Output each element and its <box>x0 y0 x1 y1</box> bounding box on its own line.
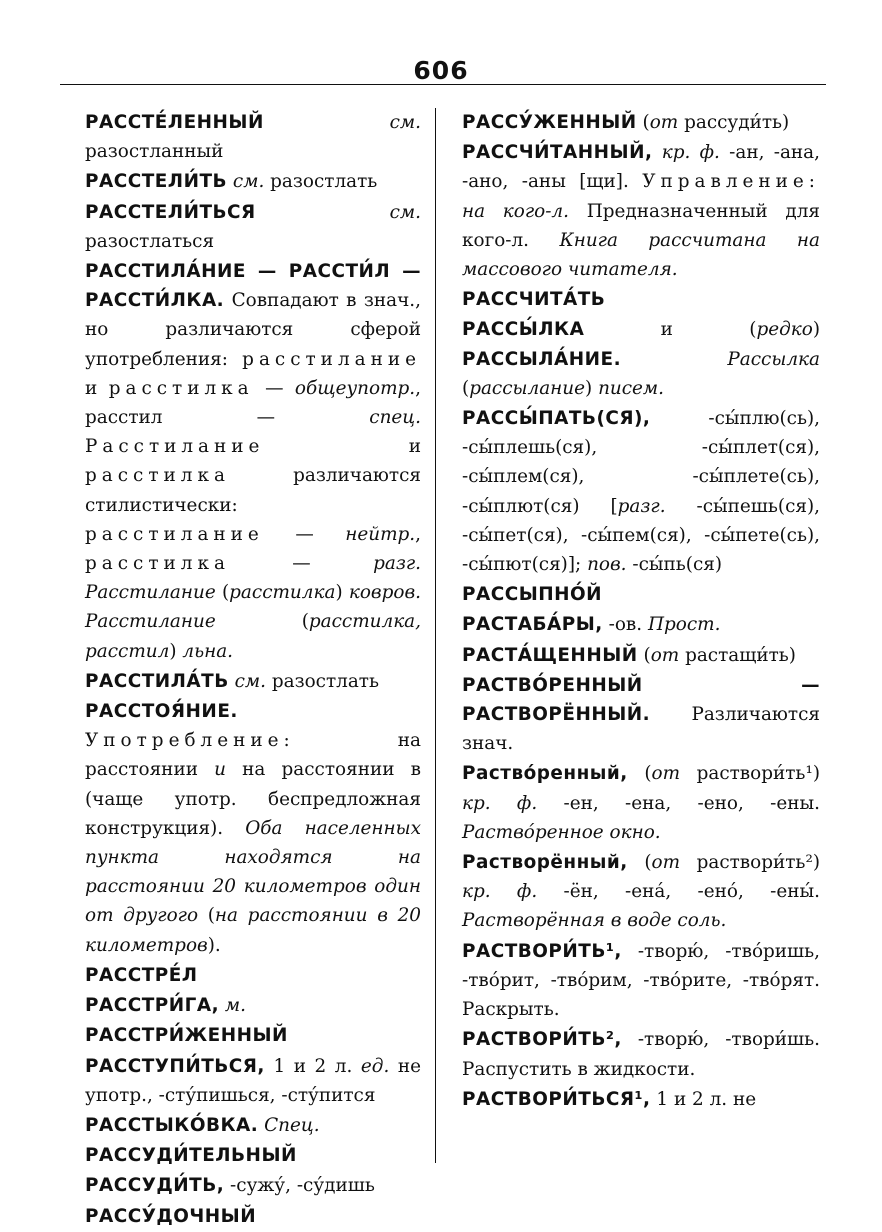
entry-text: Спец. <box>264 1114 320 1136</box>
entry-text: ) <box>335 582 349 604</box>
entry-text: Употребление: <box>85 730 295 752</box>
entry-text: -сы́плю(сь), -сы́плешь(ся), -сы́плет(ся), -сы́плем(ся), -сы́плете(сь), -сы́плют(ся) [ <box>462 408 820 517</box>
entry-text <box>652 142 661 163</box>
entry-headword: РАССТЫКО́ВКА. <box>85 1114 259 1136</box>
entry-text: ковров. Расстилание <box>85 582 421 633</box>
entry-text: раствори́ть²) <box>680 852 820 874</box>
entry-text: ( <box>637 644 651 666</box>
entry-text <box>264 112 390 133</box>
dictionary-entry <box>85 1141 421 1170</box>
dictionary-entry <box>85 1111 421 1140</box>
entry-text: не употр., -сту́пишься, -сту́пится <box>85 1055 421 1106</box>
dictionary-entry <box>85 1171 421 1200</box>
entry-headword: Растворённый, <box>462 852 628 874</box>
header-rule <box>60 84 826 85</box>
entry-text: — <box>263 523 346 545</box>
entry-text: Управление: <box>642 171 820 193</box>
entry-text: , <box>415 523 421 545</box>
entry-text: Рассылка <box>727 348 820 370</box>
entry-headword: РАССТЕЛИ́ТЬСЯ <box>85 201 256 223</box>
dictionary-entry <box>462 759 820 847</box>
entry-headword: РАССУДИ́ТЬ, <box>85 1175 225 1197</box>
left-column <box>85 108 421 1232</box>
entry-headword: РАССУ́ЖЕННЫЙ <box>462 112 637 133</box>
entry-text: -ён, -ена́, -ено́, -ены́. <box>537 881 820 903</box>
entry-text: разостлать <box>264 171 378 193</box>
dictionary-entry <box>85 991 421 1020</box>
right-column <box>462 108 820 1115</box>
entry-text: и ( <box>584 319 757 341</box>
entry-headword: РАСТВОРИ́ТЬ¹, <box>462 940 622 962</box>
dictionary-entry <box>462 1025 820 1083</box>
entry-text: рассылание <box>469 377 586 399</box>
entry-text: — <box>253 377 295 399</box>
entry-text: см. <box>234 670 266 692</box>
entry-text: пов. <box>587 554 627 576</box>
entry-text: на расстоянии <box>85 730 421 781</box>
entry-text: ( <box>198 905 215 927</box>
entry-text: ) <box>169 640 183 662</box>
entry-text: Книга рассчитана на массового читателя. <box>462 229 820 281</box>
dictionary-entry <box>462 315 820 403</box>
entry-text: Совпадают в знач., но различаются сферой употребления: <box>85 290 421 370</box>
entry-text <box>621 349 727 370</box>
entry-text: -сужу́, -су́дишь <box>224 1175 375 1197</box>
entry-text: см. <box>389 112 421 133</box>
entry-text: от <box>649 112 679 133</box>
entry-text: Предназначенный для кого-л. <box>462 200 820 251</box>
entry-text: 1 и 2 л. не <box>650 1088 757 1110</box>
entry-text: ( <box>627 852 652 874</box>
entry-headword: Раство́ренный, <box>462 763 628 785</box>
entry-headword: РАССЧИ́ТАННЫЙ, <box>462 142 653 164</box>
entry-text: на кого-л. <box>462 200 569 222</box>
entry-text: ( <box>636 112 650 133</box>
entry-text: -сы́пь(ся) <box>626 554 723 576</box>
entry-text: писем. <box>598 377 665 399</box>
entry-text: -ов. <box>602 614 648 636</box>
dictionary-entry <box>85 1052 421 1110</box>
entry-text: и <box>214 759 226 781</box>
entry-headword: РАССТЕ́ЛЕННЫЙ <box>85 112 264 133</box>
dictionary-entry <box>462 404 820 579</box>
entry-text: редко <box>756 319 813 341</box>
entry-text: разг. Расстилание <box>85 553 421 604</box>
entry-text: ( <box>462 377 470 399</box>
entry-headword: РАССТИЛА́ТЬ <box>85 670 229 692</box>
entry-text: Оба населенных пункта находятся на расстоянии 20 километров один от другого <box>85 817 422 927</box>
entry-headword: РАССТЕЛИ́ТЬ <box>85 171 228 193</box>
entry-text: Раство́ренное окно. <box>462 821 661 843</box>
entry-text: ). <box>207 934 221 956</box>
dictionary-entry <box>462 671 820 759</box>
entry-text: от <box>651 763 681 785</box>
entry-text: расстилание <box>242 348 421 370</box>
entry-text: расстилка <box>229 582 336 604</box>
entry-text: различаются стилистически: <box>85 465 421 516</box>
entry-text: см. <box>232 171 265 193</box>
dictionary-entry <box>85 198 421 256</box>
dictionary-entry <box>85 961 421 990</box>
dictionary-entry <box>462 610 820 639</box>
entry-text: см. <box>389 201 421 223</box>
entry-text: -творю́, -тво́ришь, -тво́рит, -тво́рим, -тво́рите, -тво́рят. Раскрыть. <box>462 940 820 1021</box>
entry-text: спец. <box>369 407 421 429</box>
dictionary-entry <box>462 285 820 314</box>
entry-headword: РАССТРИ́ЖЕННЫЙ <box>85 1025 288 1047</box>
entry-headword: РАССТУПИ́ТЬСЯ, <box>85 1055 265 1077</box>
entry-text: ( <box>215 582 230 604</box>
entry-headword: РАСТВОРИ́ТЬ², <box>462 1029 622 1051</box>
entry-text: разостлаться <box>85 230 215 252</box>
entry-text: разостланный <box>85 141 224 163</box>
entry-headword: РАССЫ́ЛКА <box>462 319 585 341</box>
entry-text: рассуди́ть) <box>678 112 790 133</box>
dictionary-entry <box>462 138 820 284</box>
entry-headword: РАССЫПНО́Й <box>462 584 603 606</box>
dictionary-entry <box>462 641 820 670</box>
entry-text: -ен, -ена, -ено, -ены. <box>537 792 820 814</box>
dictionary-entry <box>85 697 421 960</box>
entry-text <box>256 202 390 223</box>
entry-text: расстилание <box>85 523 264 545</box>
page-number: 606 <box>413 56 469 85</box>
entry-text: -ан, -ана, -ано, -аны [щи]. <box>462 142 820 193</box>
entry-text: кр. ф. <box>462 792 538 814</box>
entry-text: расстилка <box>85 553 230 575</box>
entry-headword: РАССУ́ДОЧНЫЙ <box>85 1205 257 1227</box>
entry-text: льна. <box>182 640 234 662</box>
entry-text: — <box>229 553 374 575</box>
entry-headword: РАССТРИ́ГА, <box>85 995 220 1017</box>
dictionary-entry <box>462 1085 820 1114</box>
entry-text: на расстоянии в (чаще употр. беспредложная конструкция). <box>85 759 421 839</box>
entry-text: ) <box>585 377 599 399</box>
entry-headword-variant: РАССЫЛА́НИЕ. <box>462 348 622 370</box>
entry-text: ) <box>812 319 820 341</box>
column-divider <box>435 108 436 1163</box>
entry-text: расстилка, расстил <box>85 611 421 662</box>
entry-headword: РАССЫ́ПАТЬ(СЯ), <box>462 408 651 430</box>
entry-text: общеупотр. <box>294 377 416 399</box>
entry-text: расстилка <box>108 377 254 399</box>
entry-headword: РАСТАБА́РЫ, <box>462 614 603 636</box>
entry-headword: РАССЧИТА́ТЬ <box>462 289 606 311</box>
entry-text: ( <box>627 763 652 785</box>
entry-text: и <box>85 377 109 399</box>
entry-text: и <box>264 436 421 458</box>
entry-text: разостлать <box>265 670 379 692</box>
entry-text: Растворённая в воде соль. <box>462 910 727 932</box>
dictionary-entry <box>85 1021 421 1050</box>
entry-text: нейтр. <box>345 523 416 545</box>
dictionary-entry <box>85 108 421 166</box>
entry-text: от <box>650 644 680 666</box>
entry-text: растащи́ть) <box>679 644 796 666</box>
entry-text: на расстоянии в 20 километров <box>85 905 421 956</box>
dictionary-entry <box>85 257 421 666</box>
entry-text: Прост. <box>647 614 721 636</box>
entry-headword: РАССУДИ́ТЕЛЬНЫЙ <box>85 1145 297 1167</box>
entry-text: -творю́, -твори́шь. Распустить в жидкости. <box>462 1029 820 1080</box>
dictionary-entry <box>462 108 820 137</box>
entry-text: ед. <box>360 1055 390 1077</box>
entry-text: от <box>651 852 681 874</box>
dictionary-entry <box>85 667 421 696</box>
dictionary-entry <box>462 848 820 936</box>
entry-headword: РАССТОЯ́НИЕ. <box>85 701 238 723</box>
entry-text: -сы́пешь(ся), -сы́пет(ся), -сы́пем(ся), -сы́пете(сь), -сы́пют(ся)]; <box>462 495 820 576</box>
entry-headword: РАСТВОРИ́ТЬСЯ¹, <box>462 1088 651 1110</box>
entry-text: , расстил — <box>85 377 421 429</box>
entry-headword: РАСТВО́РЕННЫЙ — РАСТВОРЁННЫЙ. <box>462 674 820 726</box>
entry-text: кр. ф. <box>661 142 720 164</box>
dictionary-entry <box>85 1202 421 1231</box>
entry-text: 1 и 2 л. <box>264 1055 361 1077</box>
entry-headword: РАСТА́ЩЕННЫЙ <box>462 644 638 666</box>
entry-text: кр. ф. <box>462 881 538 903</box>
dictionary-entry <box>462 937 820 1025</box>
entry-text: раствори́ть¹) <box>680 763 820 785</box>
entry-text: Расстилание <box>85 436 265 458</box>
entry-text: ( <box>215 611 309 633</box>
dictionary-entry <box>462 580 820 609</box>
entry-text: разг. <box>617 495 666 517</box>
entry-headword: РАССТРЕ́Л <box>85 964 198 986</box>
entry-text: расстилка <box>85 465 230 487</box>
entry-text: Различаются знач. <box>462 704 820 755</box>
entry-headword: РАССТИЛА́НИЕ — РАССТИ́Л — РАССТИ́ЛКА. <box>85 261 421 312</box>
entry-text: м. <box>224 995 247 1017</box>
dictionary-entry <box>85 167 421 196</box>
